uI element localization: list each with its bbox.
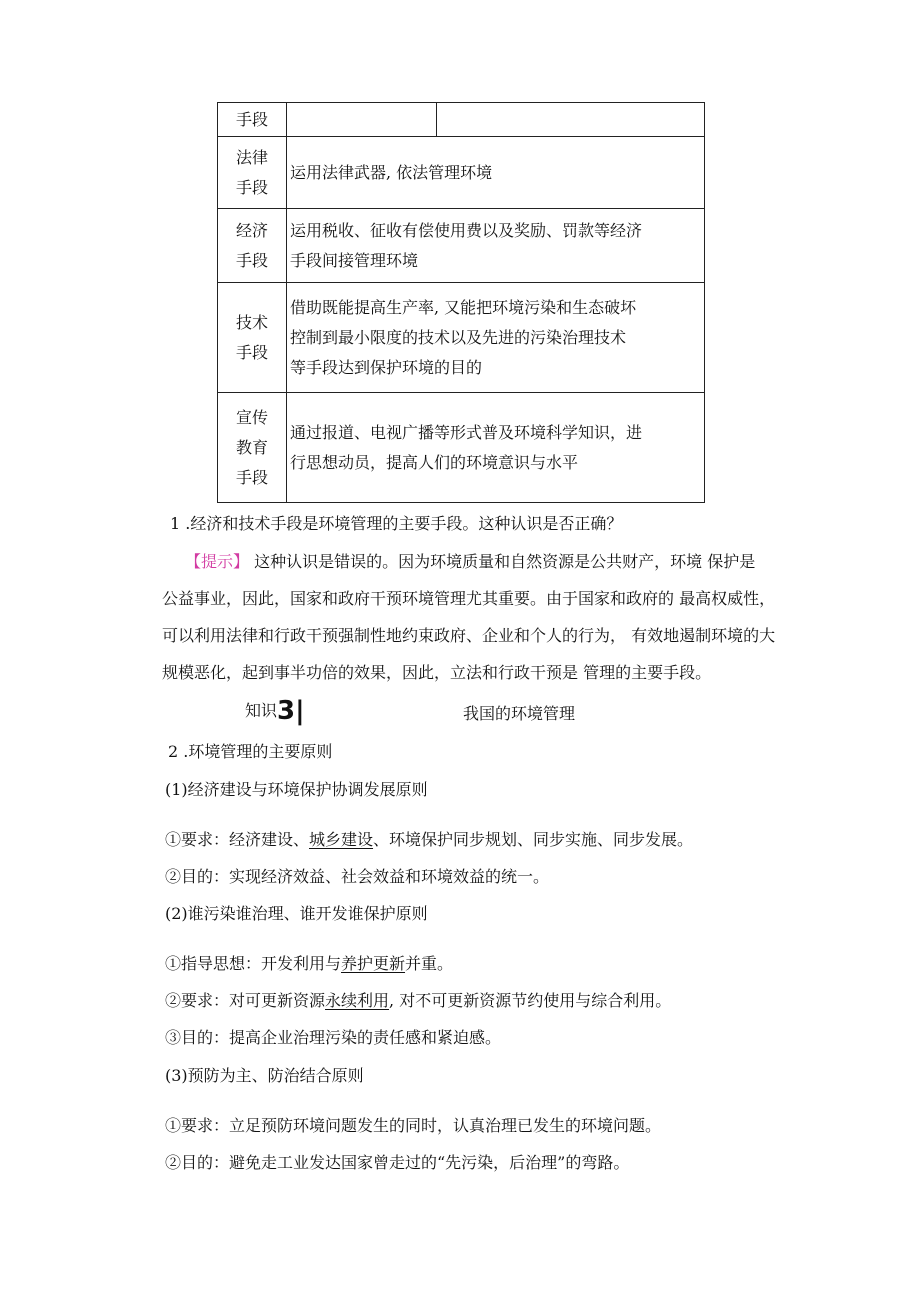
section-number: 3| bbox=[277, 696, 305, 726]
section-title: 我国的环境管理 bbox=[463, 704, 576, 723]
management-methods-table bbox=[217, 102, 705, 503]
hint-line-3: 可以利用法律和行政干预强制性地约束政府、企业和个人的行为， 有效地遏制环境的大 bbox=[162, 626, 776, 645]
hint-line-4: 规模恶化，起到事半功倍的效果，因此，立法和行政干预是 管理的主要手段。 bbox=[162, 663, 712, 682]
principle-1-goal: ②目的：实现经济效益、社会效益和环境效益的统一。 bbox=[165, 867, 550, 886]
hint-tag: 【提示】 bbox=[185, 552, 250, 571]
hint-line-1: 【提示】 这种认识是错误的。因为环境质量和自然资源是公共财产，环境 保护是 bbox=[185, 552, 756, 571]
table-row bbox=[218, 393, 705, 503]
principle-3-goal: ②目的：避免走工业发达国家曾走过的“先污染，后治理”的弯路。 bbox=[165, 1153, 630, 1172]
row-label: 法律 手段 bbox=[218, 137, 287, 209]
principle-1-requirement: ①要求：经济建设、城乡建设、环境保护同步规划、同步实施、同步发展。 bbox=[165, 830, 694, 849]
row-label: 技术 手段 bbox=[218, 283, 287, 393]
principle-2-heading: (2)谁污染谁治理、谁开发谁保护原则 bbox=[165, 904, 428, 923]
row-description: 借助既能提高生产率, 又能把环境污染和生态破坏 控制到最小限度的技术以及先进的污染治理技术 等手段达到保护环境的目的 bbox=[287, 283, 705, 393]
principle-2-goal: ③目的：提高企业治理污染的责任感和紧迫感。 bbox=[165, 1028, 502, 1047]
empty-cell bbox=[437, 103, 705, 137]
principle-3-requirement: ①要求：立足预防环境问题发生的同时，认真治理已发生的环境问题。 bbox=[165, 1116, 662, 1135]
hint-line-2: 公益事业，因此，国家和政府干预环境管理尤其重要。由于国家和政府的 最高权威性， bbox=[162, 589, 776, 608]
table-row bbox=[218, 283, 705, 393]
row-description: 运用税收、征收有偿使用费以及奖励、罚款等经济 手段间接管理环境 bbox=[287, 209, 705, 283]
question-1: 1 .经济和技术手段是环境管理的主要手段。这种认识是否正确？ bbox=[170, 514, 623, 533]
row-label: 宣传 教育 手段 bbox=[218, 393, 287, 503]
empty-cell bbox=[287, 103, 437, 137]
row-label: 手段 bbox=[218, 103, 287, 137]
principle-2-guide: ①指导思想：开发利用与养护更新并重。 bbox=[165, 954, 454, 973]
principle-1-heading: (1)经济建设与环境保护协调发展原则 bbox=[165, 780, 428, 799]
table-row bbox=[218, 103, 705, 137]
principles-heading: 2 .环境管理的主要原则 bbox=[168, 742, 333, 761]
row-label: 经济 手段 bbox=[218, 209, 287, 283]
row-description: 通过报道、电视广播等形式普及环境科学知识，进 行思想动员，提高人们的环境意识与水平 bbox=[287, 393, 705, 503]
row-description: 运用法律武器, 依法管理环境 bbox=[287, 137, 705, 209]
table-row bbox=[218, 137, 705, 209]
principle-3-heading: (3)预防为主、防治结合原则 bbox=[165, 1066, 364, 1085]
principle-2-requirement: ②要求：对可更新资源永续利用, 对不可更新资源节约使用与综合利用。 bbox=[165, 991, 672, 1010]
table-row bbox=[218, 209, 705, 283]
section-heading: 知识3| bbox=[245, 696, 305, 726]
